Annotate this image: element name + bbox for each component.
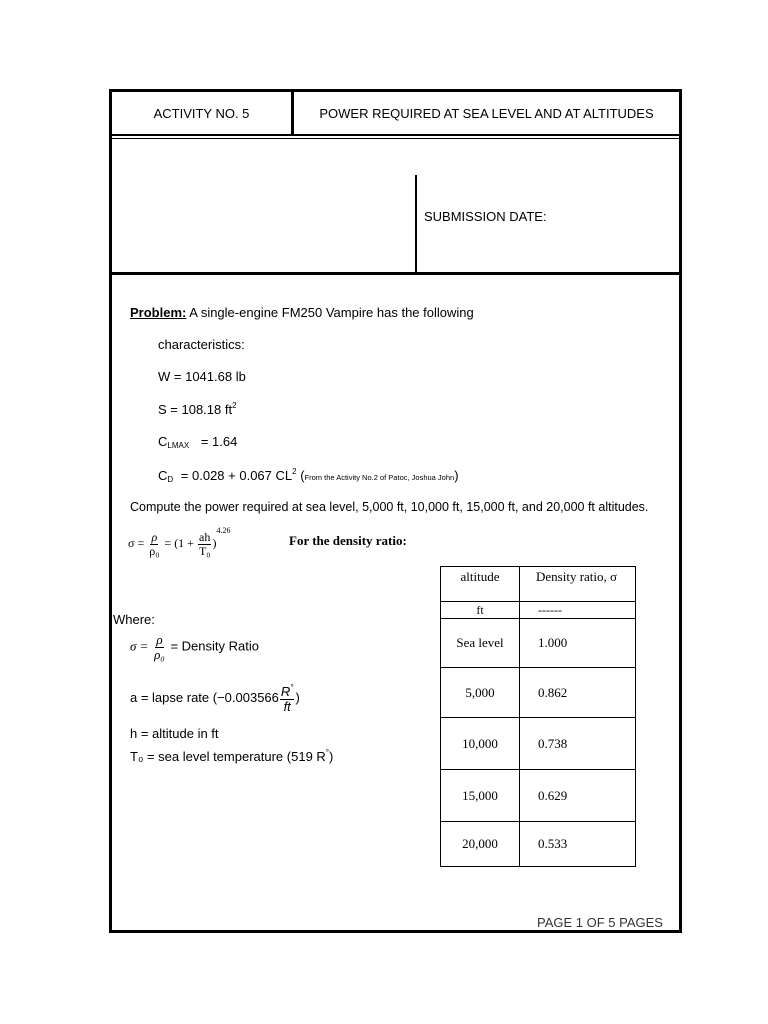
density-ratio-table: [440, 566, 636, 867]
where-rho0: ρ₀: [154, 646, 165, 662]
submission-date-label: SUBMISSION DATE:: [424, 209, 547, 224]
formula-rho: ρ: [151, 530, 158, 545]
table-unit-row: [441, 602, 636, 619]
problem-intro-continued: characteristics:: [158, 337, 245, 352]
formula-t0: T₀: [198, 543, 211, 558]
clmax-subscript: LMAX: [167, 441, 190, 450]
altitude-cell: 10,000: [441, 718, 520, 770]
problem-label: Problem:: [130, 305, 187, 320]
page-number-footer: PAGE 1 OF 5 PAGES: [537, 915, 663, 930]
formula-eq: = (1 +: [164, 536, 194, 550]
wing-area-exponent: 2: [232, 401, 237, 410]
temperature-text: T₀ = sea level temperature (519 R: [130, 749, 326, 764]
formula-ah-fraction: [198, 531, 212, 557]
clmax-number: = 1.64: [200, 434, 238, 449]
where-label: Where:: [113, 612, 155, 627]
header-divider: [112, 134, 679, 136]
density-ratio-formula: [128, 526, 230, 557]
temperature-close: ): [329, 749, 334, 764]
density-ratio-cell: 0.738: [520, 718, 636, 770]
cd-ref-close: ): [454, 468, 459, 483]
altitude-cell: 5,000: [441, 668, 520, 718]
lapse-rate-degree: °: [290, 683, 294, 692]
where-rho: ρ: [156, 632, 163, 647]
altitude-cell: Sea level: [441, 619, 520, 668]
where-lapse-rate: [130, 684, 300, 713]
temperature-degree: °: [325, 748, 329, 757]
where-sigma: σ =: [130, 638, 149, 654]
lapse-rate-denominator: ft: [283, 698, 291, 714]
table-row: [441, 718, 636, 770]
clmax-value: [158, 434, 237, 450]
altitude-cell: 15,000: [441, 770, 520, 822]
cd-subscript: D: [167, 475, 174, 484]
density-ratio-cell: 0.629: [520, 770, 636, 822]
header-altitude: altitude: [441, 567, 520, 602]
table-header-row: [441, 567, 636, 602]
clmax-symbol: C: [158, 434, 168, 449]
problem-statement: [130, 305, 474, 320]
weight-value: W = 1041.68 lb: [158, 369, 246, 384]
cd-ref-open: (: [300, 468, 305, 483]
table-row: [441, 619, 636, 668]
table-row: [441, 668, 636, 718]
density-ratio-cell: 1.000: [520, 619, 636, 668]
drag-coefficient-equation: [158, 467, 459, 484]
table-row: [441, 822, 636, 867]
lapse-rate-numerator: [280, 684, 295, 700]
where-temperature: [130, 748, 333, 764]
compute-instruction: Compute the power required at sea level, 5,000 ft, 10,000 ft, 15,000 ft, and 20,000 ft altitudes.: [130, 500, 649, 514]
formula-close: ): [212, 536, 217, 550]
unit-density-ratio: ------: [520, 602, 636, 619]
formula-ah: ah: [199, 530, 211, 545]
lapse-rate-text: a = lapse rate (−0.003566: [130, 690, 279, 706]
where-sigma-definition: [130, 633, 259, 661]
table-row: [441, 770, 636, 822]
cd-symbol: C: [158, 468, 168, 483]
density-ratio-cell: 0.533: [520, 822, 636, 867]
density-ratio-heading: For the density ratio:: [289, 533, 407, 548]
cd-exponent: 2: [292, 467, 297, 476]
formula-rho0: ρ₀: [149, 543, 160, 558]
problem-intro: A single-engine FM250 Vampire has the following: [189, 305, 474, 320]
submission-section-divider: [112, 272, 679, 275]
cd-equation: = 0.028 + 0.067 CL: [180, 468, 293, 483]
cd-reference: From the Activity No.2 of Patoc, Joshua John: [304, 473, 455, 482]
formula-exponent: 4.26: [216, 526, 231, 535]
where-rho-fraction: [153, 633, 166, 661]
submission-column-divider: [415, 175, 417, 273]
wing-area-text: S = 108.18 ft: [158, 402, 233, 417]
unit-altitude: ft: [441, 602, 520, 619]
altitude-cell: 20,000: [441, 822, 520, 867]
lapse-rate-close: ): [295, 690, 300, 706]
header-density-ratio: Density ratio, σ: [520, 567, 636, 602]
where-altitude: h = altitude in ft: [130, 726, 219, 741]
wing-area-value: [158, 401, 237, 417]
lapse-rate-r: R: [280, 684, 291, 699]
activity-number: ACTIVITY NO. 5: [153, 106, 250, 121]
density-ratio-cell: 0.862: [520, 668, 636, 718]
where-sigma-text: = Density Ratio: [170, 638, 259, 654]
formula-rho-fraction: [148, 531, 160, 557]
formula-sigma: σ =: [128, 536, 145, 550]
header-divider-thin: [112, 138, 679, 139]
activity-title: POWER REQUIRED AT SEA LEVEL AND AT ALTITUDES: [319, 106, 654, 121]
lapse-rate-fraction: [280, 684, 295, 713]
